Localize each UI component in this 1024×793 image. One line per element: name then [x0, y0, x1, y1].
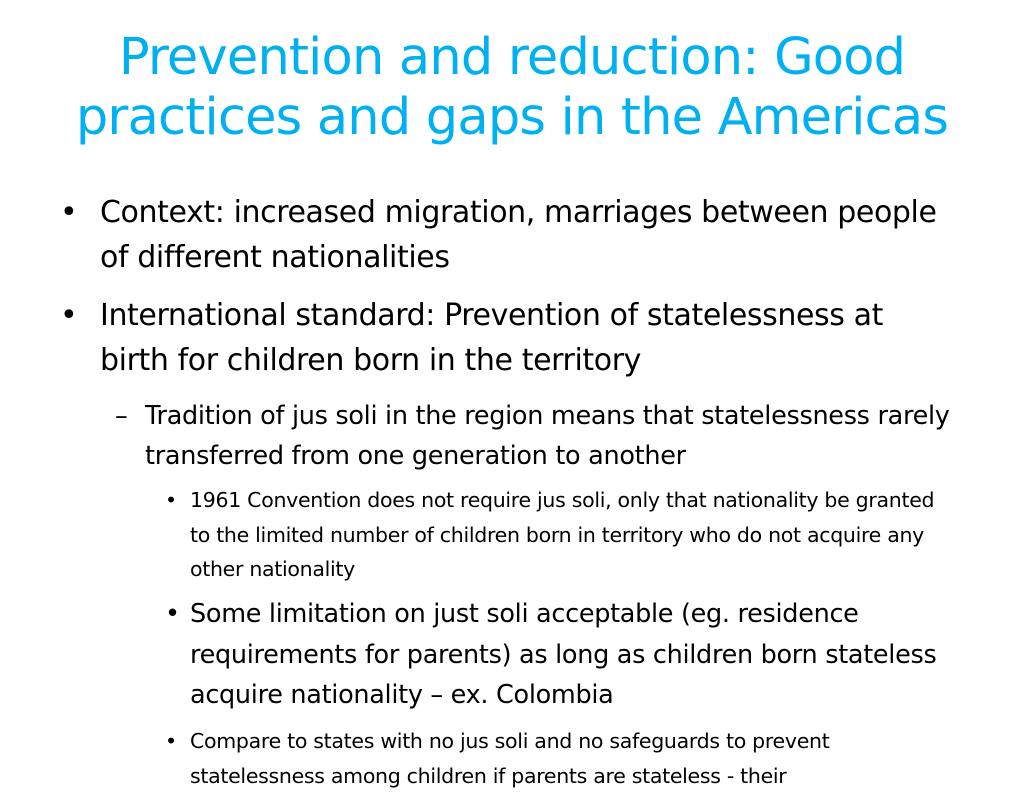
bullet-text: Context: increased migration, marriages between people of different nationalities [100, 195, 937, 275]
bullet-text: Tradition of jus soli in the region means that statelessness rarely transferred from one generation to another [145, 401, 950, 471]
slide-title: Prevention and reduction: Good practices and gaps in the Americas [75, 28, 949, 147]
bullet-text: International standard: Prevention of statelessness at birth for children born in the territory [100, 298, 883, 378]
bullet-marker: • [165, 488, 177, 512]
bullet-marker: • [60, 298, 78, 333]
bullet-context [60, 190, 960, 280]
dash-marker: – [115, 401, 128, 431]
subbullet-jus-soli-tradition [115, 396, 985, 476]
subsubbullet-compare [165, 724, 955, 793]
bullet-text: 1961 Convention does not require jus soli, only that nationality be granted to the limited number of children born in territory who do not acquire any other nationality [190, 488, 935, 581]
bullet-marker: • [165, 729, 177, 753]
bullet-marker: • [60, 195, 78, 230]
subsubbullet-limitation [165, 594, 955, 716]
subsubbullet-1961-convention [165, 483, 955, 587]
bullet-international-standard [60, 293, 960, 383]
bullet-marker: • [165, 599, 180, 629]
bullet-text: Some limitation on just soli acceptable (eg. residence requirements for parents) as long as children born stateless acquire nationality – ex. Colombia [190, 599, 937, 710]
bullet-text: Compare to states with no jus soli and no safeguards to prevent statelessness among children if parents are stateless - their [190, 729, 830, 788]
